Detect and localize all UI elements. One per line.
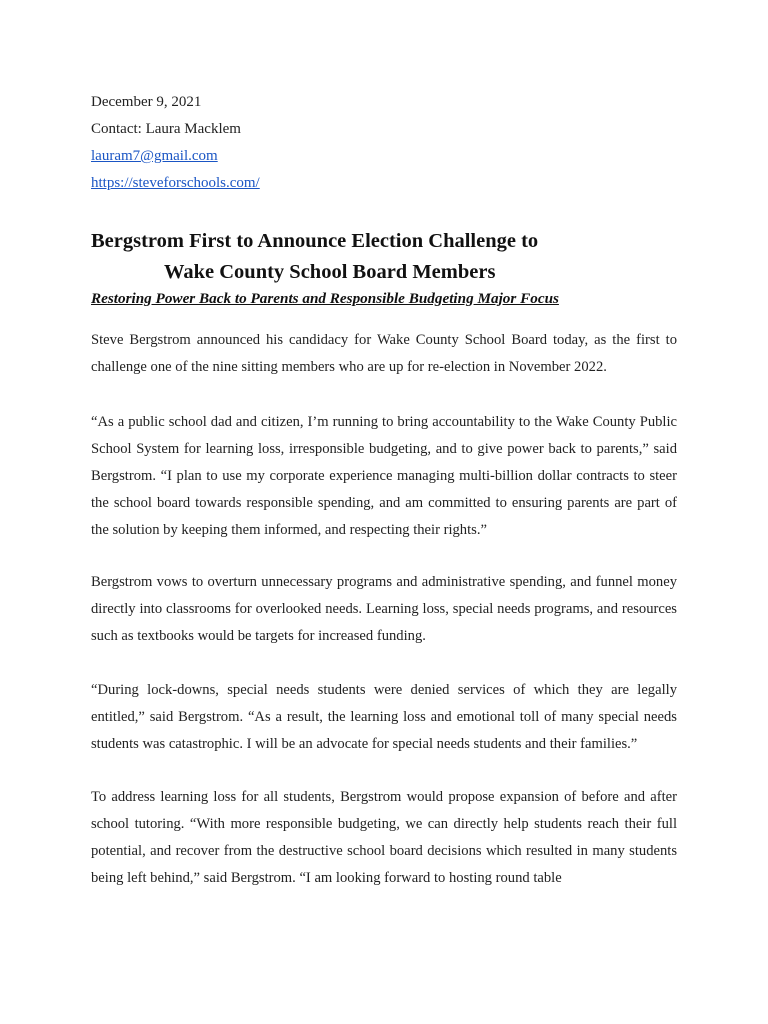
paragraph-announcement: Steve Bergstrom announced his candidacy for Wake County School Board today, as the first to challenge one of the nine sitting members who are up for re-election in November 2022. [91, 332, 677, 375]
headline-line-2: Wake County School Board Members [164, 261, 496, 283]
paragraph-quote-accountability: “As a public school dad and citizen, I’m running to bring accountability to the Wake County Public School System for learning loss, irresponsible budgeting, and to give power back to parents,” said Bergstrom. “I plan to use my corporate experience managing multi-billion dollar contracts to steer the school board towards responsible spending, and am committed to ensuring parents are part of the solution by keeping them informed, and respecting their rights.” [91, 414, 677, 538]
headline-line-1: Bergstrom First to Announce Election Challenge to [91, 230, 539, 252]
paragraph-special-needs: “During lock-downs, special needs students were denied services of which they are legally entitled,” said Bergstrom. “As a result, the learning loss and emotional toll of many special needs students was catastrophic. I will be an advocate for special needs students and their families.” [91, 682, 677, 752]
paragraph-learning-loss: To address learning loss for all students, Bergstrom would propose expansion of before and after school tutoring. “With more responsible budgeting, we can directly help students reach their full potential, and recover from the destructive school board decisions which resulted in many students being left behind,” said Bergstrom. “I am looking forward to hosting round table [91, 789, 677, 886]
contact-email-link[interactable]: lauram7@gmail.com [91, 148, 218, 164]
paragraph-spending: Bergstrom vows to overturn unnecessary programs and administrative spending, and funnel money directly into classrooms for overlooked needs. Learning loss, special needs programs, and resources such as textbooks would be targets for increased funding. [91, 574, 677, 644]
campaign-website-link[interactable]: https://steveforschools.com/ [91, 175, 260, 191]
contact-name: Contact: Laura Macklem [91, 121, 241, 137]
release-date: December 9, 2021 [91, 94, 202, 110]
subheadline: Restoring Power Back to Parents and Responsible Budgeting Major Focus [91, 290, 559, 307]
